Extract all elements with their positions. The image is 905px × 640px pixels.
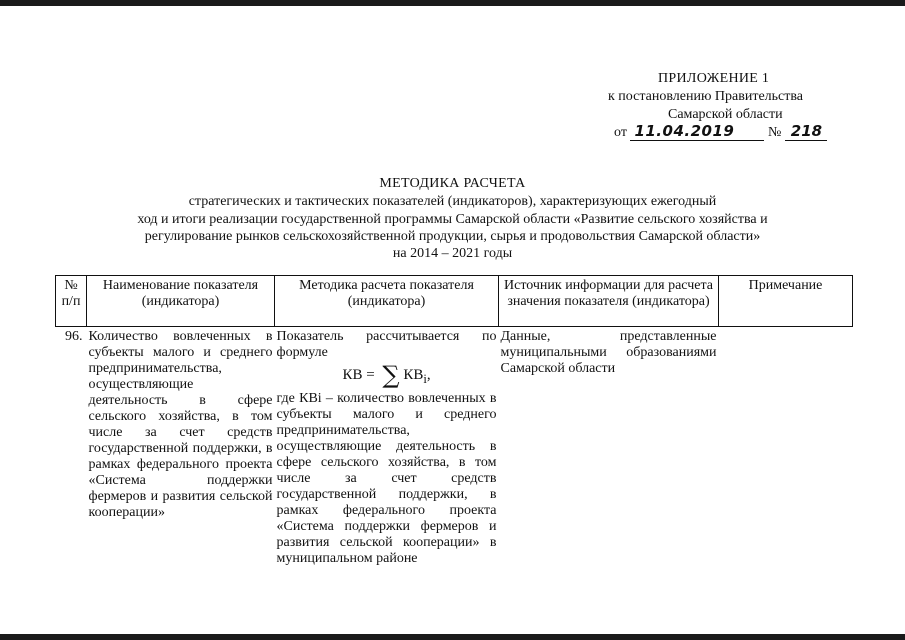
handwritten-number: 218 xyxy=(785,123,827,141)
appendix-line-2: к постановлению Правительства xyxy=(608,89,804,104)
scan-edge-top xyxy=(0,0,905,6)
header-data-source: Источник информации для расчета значения показателя (индикатора) xyxy=(499,276,719,327)
formula-left: КВ = xyxy=(342,367,375,383)
method-description: где КВi – количество вовлеченных в субъекты малого и среднего предпринимательства, осуществляющие деятельность в сфере сельского хозяйства, в том числе за счет средств государственной поддержки, в рамках федерального проекта «Система поддержки фермеров и развития сельской кооперации» в муниципальном районе xyxy=(276,391,497,566)
table-header-row xyxy=(56,276,853,327)
number-label: № xyxy=(767,125,782,140)
indicators-table xyxy=(55,275,853,569)
method-intro: Показатель рассчитывается по формуле xyxy=(276,329,497,360)
header-calculation-method: Методика расчета показателя (индикатора) xyxy=(275,276,499,327)
header-note: Примечание xyxy=(719,276,853,327)
from-label: от xyxy=(614,125,627,140)
header-number: № п/п xyxy=(56,276,87,327)
header-indicator-name: Наименование показателя (индикатора) xyxy=(87,276,275,327)
row-number: 96. xyxy=(65,329,83,344)
subtitle-line-4: на 2014 – 2021 годы xyxy=(392,246,513,261)
handwritten-date: 11.04.2019 xyxy=(630,123,764,141)
formula-subscript: i xyxy=(423,372,427,386)
appendix-line-3: Самарской области xyxy=(668,107,783,122)
calculation-method xyxy=(275,327,499,570)
table-row xyxy=(56,327,853,570)
sum-sign: ∑ xyxy=(382,361,400,389)
subtitle-line-2: ход и итоги реализации государственной программы Самарской области «Развитие сельского хозяйства и xyxy=(137,212,768,227)
scan-edge-bottom xyxy=(0,634,905,640)
document-title: МЕТОДИКА РАСЧЕТА xyxy=(379,176,526,191)
formula xyxy=(277,361,497,389)
formula-term: КВ xyxy=(403,367,424,383)
indicator-name: Количество вовлеченных в субъекты малого и среднего предпринимательства, осуществляющие деятельность в сфере сельского хозяйства, в том числе за счет средств государственной поддержки, в рамках федерального проекта «Система поддержки фермеров и развития сельской кооперации» xyxy=(88,329,273,520)
appendix-date-line xyxy=(614,123,827,141)
note xyxy=(719,327,853,570)
appendix-title: ПРИЛОЖЕНИЕ 1 xyxy=(658,71,770,86)
subtitle-line-1: стратегических и тактических показателей (индикаторов), характеризующих ежегодный xyxy=(188,194,717,209)
data-source: Данные, представленные муниципальными образованиями Самарской области xyxy=(500,329,717,376)
formula-comma: , xyxy=(426,367,431,383)
subtitle-line-3: регулирование рынков сельскохозяйственной продукции, сырья и продовольствия Самарской области» xyxy=(144,229,761,244)
